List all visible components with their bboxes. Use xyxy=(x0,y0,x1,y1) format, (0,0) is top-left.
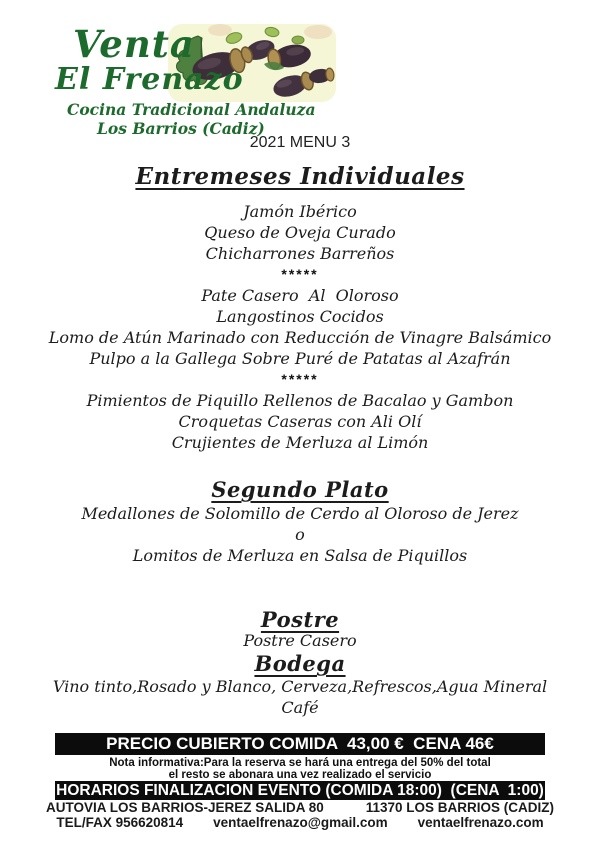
logo-title-line1: Venta xyxy=(73,22,195,66)
menu-item: Café xyxy=(281,698,319,717)
menu-item: Postre Casero xyxy=(243,631,357,650)
separator-asterisks: ***** xyxy=(281,371,319,387)
contact-row xyxy=(0,816,600,830)
logo-subtitle-location: Los Barrios (Cadiz) xyxy=(97,118,265,138)
menu-item: Queso de Oveja Curado xyxy=(204,223,396,242)
reservation-note-line2: el resto se abonara una vez realizado el servicio xyxy=(168,769,432,781)
menu-item: Pulpo a la Gallega Sobre Puré de Patatas al Azafrán xyxy=(89,349,511,368)
menu-item: Medallones de Solomillo de Cerdo al Oloroso de Jerez xyxy=(81,504,519,523)
menu-item: Crujientes de Merluza al Limón xyxy=(171,433,429,452)
restaurant-logo xyxy=(55,22,337,138)
website-text: ventaelfrenazo.com xyxy=(417,815,544,830)
menu-item: Chicharrones Barreños xyxy=(205,244,395,263)
menu-item: Pate Casero Al Oloroso xyxy=(201,286,399,305)
menu-item: Lomitos de Merluza en Salsa de Piquillos xyxy=(132,546,468,565)
schedule-bar: HORARIOS FINALIZACION EVENTO (COMIDA 18:00) (CENA 1:00) xyxy=(56,782,544,799)
section-heading-segundo-plato: Segundo Plato xyxy=(211,477,389,502)
menu-item: Lomo de Atún Marinado con Reducción de Vinagre Balsámico xyxy=(48,328,552,347)
address-row xyxy=(0,801,600,815)
menu-item-or: o xyxy=(295,525,305,544)
email-text: ventaelfrenazo@gmail.com xyxy=(213,815,388,830)
menu-item: Pimientos de Piquillo Rellenos de Bacalao y Gambon xyxy=(86,391,514,410)
separator-asterisks: ***** xyxy=(281,266,319,282)
telfax-text: TEL/FAX 956620814 xyxy=(56,815,184,830)
postal-text: 11370 LOS BARRIOS (CADIZ) xyxy=(365,800,555,815)
menu-item: Croquetas Caseras con Ali Olí xyxy=(178,412,422,431)
logo-title-line2: El Frenazo xyxy=(55,62,244,97)
reservation-note-line1: Nota informativa:Para la reserva se hará una entrega del 50% del total xyxy=(109,757,491,769)
entremeses-list xyxy=(0,201,600,453)
price-bar: PRECIO CUBIERTO COMIDA 43,00 € CENA 46€ xyxy=(55,733,545,755)
menu-item: Langostinos Cocidos xyxy=(216,307,384,326)
bodega-list xyxy=(0,676,600,718)
section-heading-entremeses: Entremeses Individuales xyxy=(135,163,465,190)
menu-item: Vino tinto,Rosado y Blanco, Cerveza,Refrescos,Agua Mineral xyxy=(52,677,548,696)
segundo-plato-list xyxy=(0,503,600,566)
section-heading-postre: Postre xyxy=(260,607,340,632)
address-text: AUTOVIA LOS BARRIOS-JEREZ SALIDA 80 xyxy=(45,800,324,815)
logo-subtitle-cuisine: Cocina Tradicional Andaluza xyxy=(67,100,316,119)
menu-item: Jamón Ibérico xyxy=(243,202,357,221)
section-heading-bodega: Bodega xyxy=(254,651,346,676)
menu-title: 2021 MENU 3 xyxy=(249,134,351,151)
